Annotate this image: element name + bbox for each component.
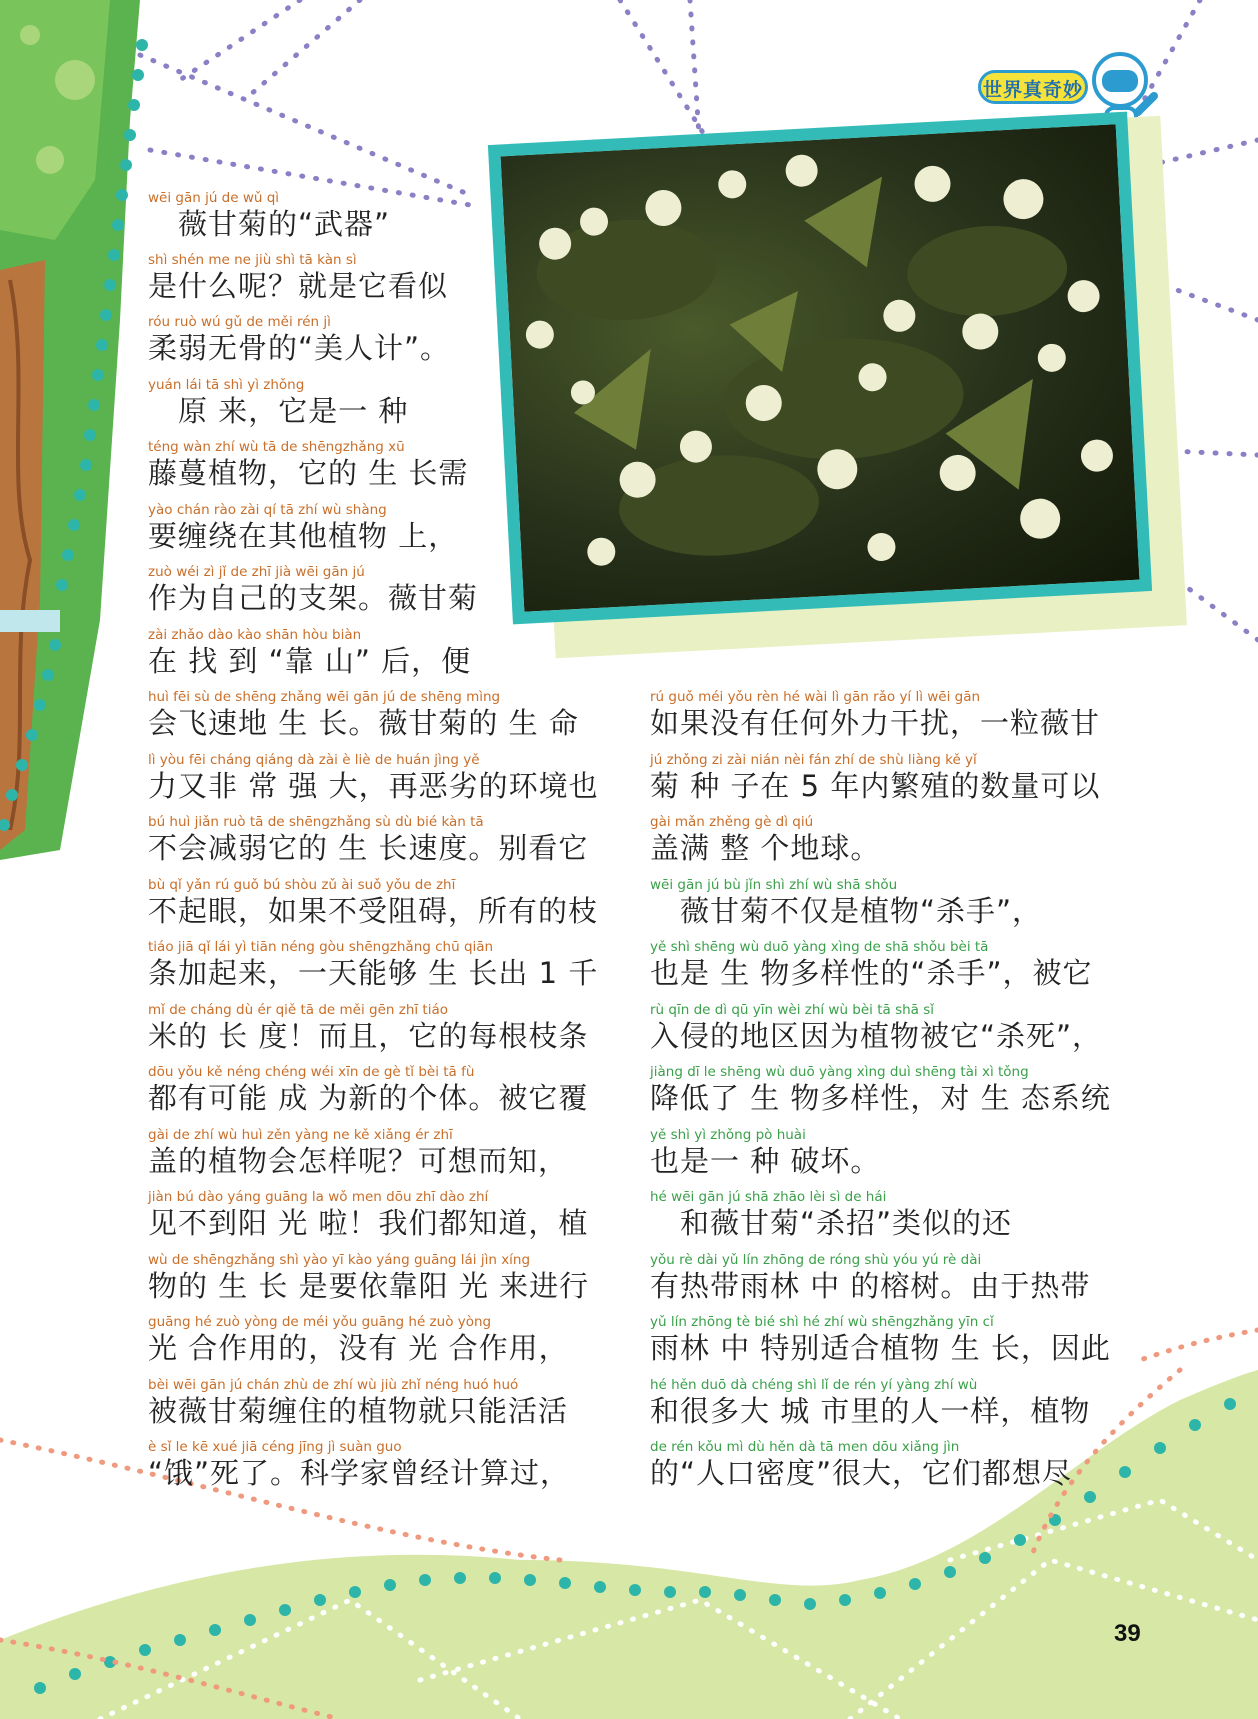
hanzi: 也是一 种 破坏。: [650, 1144, 881, 1178]
text-line: [148, 1252, 589, 1306]
pinyin: lì yòu fēi cháng qiáng dà zài è liè de huán jìng yě: [148, 752, 480, 768]
hanzi: 和薇甘菊“杀招”类似的还: [650, 1206, 1013, 1240]
hanzi: 米的 长 度！而且，它的每根枝条: [148, 1019, 589, 1053]
text-line: [148, 252, 448, 306]
pinyin: yě shì shēng wù duō yàng xìng de shā shǒu bèi tā: [650, 939, 989, 955]
text-line: [650, 1002, 1102, 1056]
pinyin: de rén kǒu mì dù hěn dà tā men dōu xiǎng jìn: [650, 1439, 960, 1455]
text-line: [148, 1439, 570, 1493]
hanzi: 藤蔓植物，它的 生 长需: [148, 456, 469, 490]
hanzi: 会飞速地 生 长。薇甘菊的 生 命: [148, 706, 579, 740]
hanzi: 作为自己的支架。薇甘菊: [148, 581, 479, 615]
pinyin: jiàn bú dào yáng guāng la wǒ men dōu zhī dào zhí: [148, 1189, 489, 1205]
pinyin: rú guǒ méi yǒu rèn hé wài lì gān rǎo yí lì wēi gān: [650, 689, 981, 705]
hanzi: 菊 种 子在 5 年内繁殖的数量可以: [650, 769, 1101, 803]
pinyin: yǒu rè dài yǔ lín zhōng de róng shù yóu yú rè dài: [650, 1252, 982, 1268]
pinyin: mǐ de cháng dù ér qiě tā de měi gēn zhī tiáo: [148, 1002, 449, 1018]
text-line: [650, 1127, 880, 1181]
pinyin: wù de shēngzhǎng shì yào yī kào yáng guāng lái jìn xíng: [148, 1252, 531, 1268]
hanzi: 原 来，它是一 种: [148, 394, 409, 428]
pinyin: gài mǎn zhěng gè dì qiú: [650, 814, 814, 830]
hanzi: 见不到阳 光 啦！我们都知道，植: [148, 1206, 589, 1240]
pinyin: huì fēi sù de shēng zhǎng wēi gān jú de shēng mìng: [148, 689, 501, 705]
pinyin: yuán lái tā shì yì zhǒng: [148, 377, 305, 393]
hanzi: 柔弱无骨的“美人计”。: [148, 331, 451, 365]
pinyin: yào chán rào zài qí tā zhí wù shàng: [148, 502, 387, 518]
pinyin: hé hěn duō dà chéng shì lǐ de rén yí yàng zhí wù: [650, 1377, 978, 1393]
text-line: [148, 1002, 588, 1056]
pinyin: jiàng dī le shēng wù duō yàng xìng duì shēng tài xì tǒng: [650, 1064, 1029, 1080]
pinyin: tiáo jiā qǐ lái yì tiān néng gòu shēngzhǎng chū qiān: [148, 939, 494, 955]
text-line: [650, 1064, 1111, 1118]
text-line: [148, 377, 408, 431]
pinyin: è sǐ le kē xué jiā céng jīng jì suàn guo: [148, 1439, 402, 1455]
pinyin: bú huì jiǎn ruò tā de shēngzhǎng sù dù bié kàn tā: [148, 814, 484, 830]
pinyin: zuò wéi zì jǐ de zhī jià wēi gān jú: [148, 564, 365, 580]
hanzi: 盖满 整 个地球。: [650, 831, 881, 865]
text-line: [650, 752, 1100, 806]
hanzi: 薇甘菊的“武器”: [148, 207, 391, 241]
pinyin: wēi gān jú de wǔ qì: [148, 190, 280, 206]
hanzi: 降低了 生 物多样性，对 生 态系统: [650, 1081, 1111, 1115]
hanzi: 和很多大 城 市里的人一样，植物: [650, 1394, 1091, 1428]
text-line: [148, 314, 450, 368]
hanzi: 入侵的地区因为植物被它“杀死”，: [650, 1019, 1103, 1053]
text-line: [148, 1314, 569, 1368]
text-line: [650, 877, 1042, 931]
hanzi: 条加起来，一天能够 生 长出 1 千: [148, 956, 599, 990]
text-line: [148, 689, 579, 743]
pinyin: dōu yǒu kě néng chéng wéi xīn de gè tǐ bèi tā fù: [148, 1064, 475, 1080]
text-line: [148, 502, 458, 556]
text-line: [148, 1377, 568, 1431]
pinyin: bèi wēi gān jú chán zhù de zhí wù jiù zhǐ néng huó huó: [148, 1377, 519, 1393]
text-line: [148, 752, 599, 806]
hanzi: 有热带雨林 中 的榕树。由于热带: [650, 1269, 1091, 1303]
hanzi: 薇甘菊不仅是植物“杀手”，: [650, 894, 1043, 928]
hanzi: 不起眼，如果不受阻碍，所有的枝: [148, 894, 599, 928]
pinyin: róu ruò wú gǔ de měi rén jì: [148, 314, 331, 330]
hanzi: 要缠绕在其他植物 上，: [148, 519, 459, 553]
page-number: 39: [1114, 1620, 1141, 1647]
text-line: [650, 939, 1093, 993]
mikania-flowers-photo: [488, 112, 1152, 625]
pinyin: shì shén me ne jiù shì tā kàn sì: [148, 252, 357, 268]
hanzi: 在 找 到 “靠 山” 后，便: [148, 644, 472, 678]
pinyin: yě shì yì zhǒng pò huài: [650, 1127, 806, 1143]
hanzi: 是什么呢？就是它看似: [148, 269, 449, 303]
pinyin: jú zhǒng zi zài nián nèi fán zhí de shù liàng kě yǐ: [650, 752, 977, 768]
hanzi: 盖的植物会怎样呢？可想而知，: [148, 1144, 569, 1178]
pinyin: téng wàn zhí wù tā de shēngzhǎng xū: [148, 439, 405, 455]
text-line: [650, 689, 1100, 743]
hanzi: 光 合作用的，没有 光 合作用，: [148, 1331, 569, 1365]
pinyin: yǔ lín zhōng tè bié shì hé zhí wù shēngzhǎng yīn cǐ: [650, 1314, 994, 1330]
text-line: [148, 1127, 568, 1181]
text-line: [650, 814, 880, 868]
pinyin: guāng hé zuò yòng de méi yǒu guāng hé zuò yòng: [148, 1314, 492, 1330]
text-line: [148, 814, 588, 868]
pinyin: rù qīn de dì qū yīn wèi zhí wù bèi tā shā sǐ: [650, 1002, 935, 1018]
pinyin: bù qǐ yǎn rú guǒ bú shòu zǔ ài suǒ yǒu de zhī: [148, 877, 456, 893]
pinyin: zài zhǎo dào kào shān hòu biàn: [148, 627, 362, 643]
hanzi: 雨林 中 特别适合植物 生 长，因此: [650, 1331, 1111, 1365]
text-line: [148, 627, 471, 681]
text-line: [148, 1064, 588, 1118]
hanzi: 都有可能 成 为新的个体。被它覆: [148, 1081, 589, 1115]
text-line: [650, 1439, 1072, 1493]
text-line: [148, 439, 468, 493]
hanzi: 物的 生 长 是要依靠阳 光 来进行: [148, 1269, 590, 1303]
text-line: [148, 1189, 588, 1243]
text-line: [650, 1189, 1012, 1243]
hanzi: 力又非 常 强 大，再恶劣的环境也: [148, 769, 599, 803]
pinyin: wēi gān jú bù jǐn shì zhí wù shā shǒu: [650, 877, 898, 893]
text-line: [650, 1314, 1111, 1368]
hanzi: 被薇甘菊缠住的植物就只能活活: [148, 1394, 569, 1428]
text-line: [148, 564, 478, 618]
text-line: [650, 1252, 1090, 1306]
section-badge: 世界真奇妙: [978, 70, 1088, 104]
text-line: [148, 939, 598, 993]
text-line: [148, 190, 390, 244]
text-line: [148, 877, 598, 931]
hanzi: 也是 生 物多样性的“杀手”，被它: [650, 956, 1093, 990]
hanzi: 如果没有任何外力干扰，一粒薇甘: [650, 706, 1101, 740]
hanzi: “饿”死了。科学家曾经计算过，: [148, 1456, 571, 1490]
pinyin: gài de zhí wù huì zěn yàng ne kě xiǎng ér zhī: [148, 1127, 453, 1143]
hanzi: 的“人口密度”很大，它们都想尽: [650, 1456, 1073, 1490]
text-line: [650, 1377, 1090, 1431]
hanzi: 不会减弱它的 生 长速度。别看它: [148, 831, 589, 865]
pinyin: hé wēi gān jú shā zhāo lèi sì de hái: [650, 1189, 887, 1205]
